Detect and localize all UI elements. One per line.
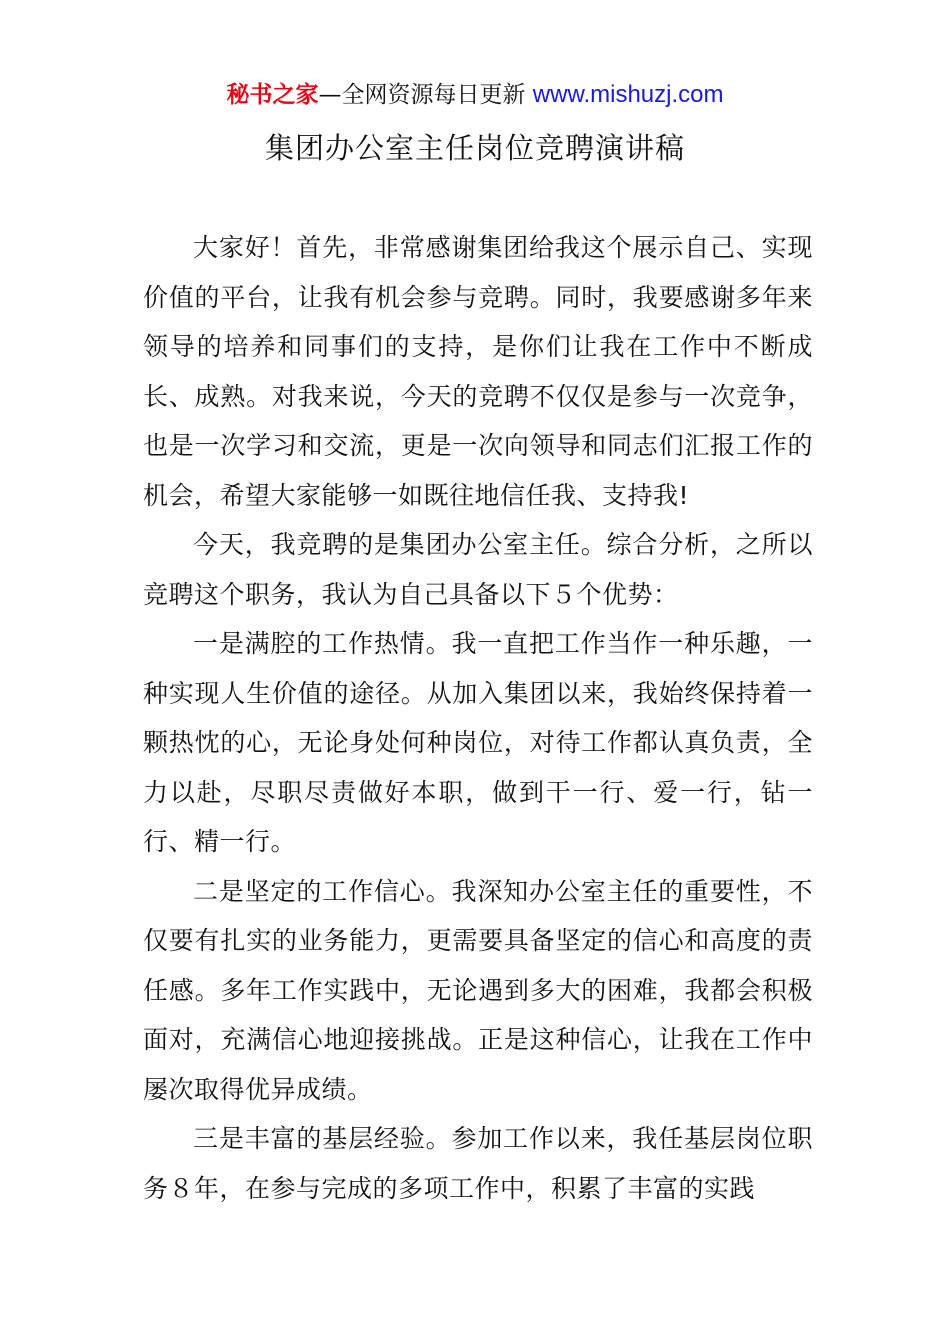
site-brand: 秘书之家: [226, 82, 319, 108]
paragraph-advantage-3: 三是丰富的基层经验。参加工作以来，我任基层岗位职务８年，在参与完成的多项工作中，积累了丰富的实践: [143, 1124, 813, 1203]
paragraph-advantage-1: 一是满腔的工作热情。我一直把工作当作一种乐趣，一种实现人生价值的途径。从加入集团以来，我始终保持着一颗热忱的心，无论身处何种岗位，对待工作都认真负责，全力以赴，尽职尽责做好本职，做到干一行、爱一行，钻一行、精一行。: [143, 629, 813, 856]
site-header: [0, 78, 950, 112]
document-body: [143, 223, 813, 1213]
document-title: 集团办公室主任岗位竞聘演讲稿: [264, 131, 685, 165]
site-slogan: —全网资源每日更新: [318, 82, 533, 108]
paragraph-position: 今天，我竞聘的是集团办公室主任。综合分析，之所以竞聘这个职务，我认为自己具备以下５个优势：: [143, 530, 813, 609]
paragraph-advantage-2: 二是坚定的工作信心。我深知办公室主任的重要性，不仅要有扎实的业务能力，更需要具备坚定的信心和高度的责任感。多年工作实践中，无论遇到多大的困难，我都会积极面对，充满信心地迎接挑战。正是这种信心，让我在工作中屡次取得优异成绩。: [143, 876, 813, 1104]
site-url-link[interactable]: www.mishuzj.com: [532, 81, 724, 108]
paragraph-greeting: 大家好！首先，非常感谢集团给我这个展示自己、实现价值的平台，让我有机会参与竞聘。同时，我要感谢多年来领导的培养和同事们的支持，是你们让我在工作中不断成长、成熟。对我来说，今天的竞聘不仅仅是参与一次竞争，也是一次学习和交流，更是一次向领导和同志们汇报工作的机会，希望大家能够一如既往地信任我、支持我!: [143, 233, 813, 510]
